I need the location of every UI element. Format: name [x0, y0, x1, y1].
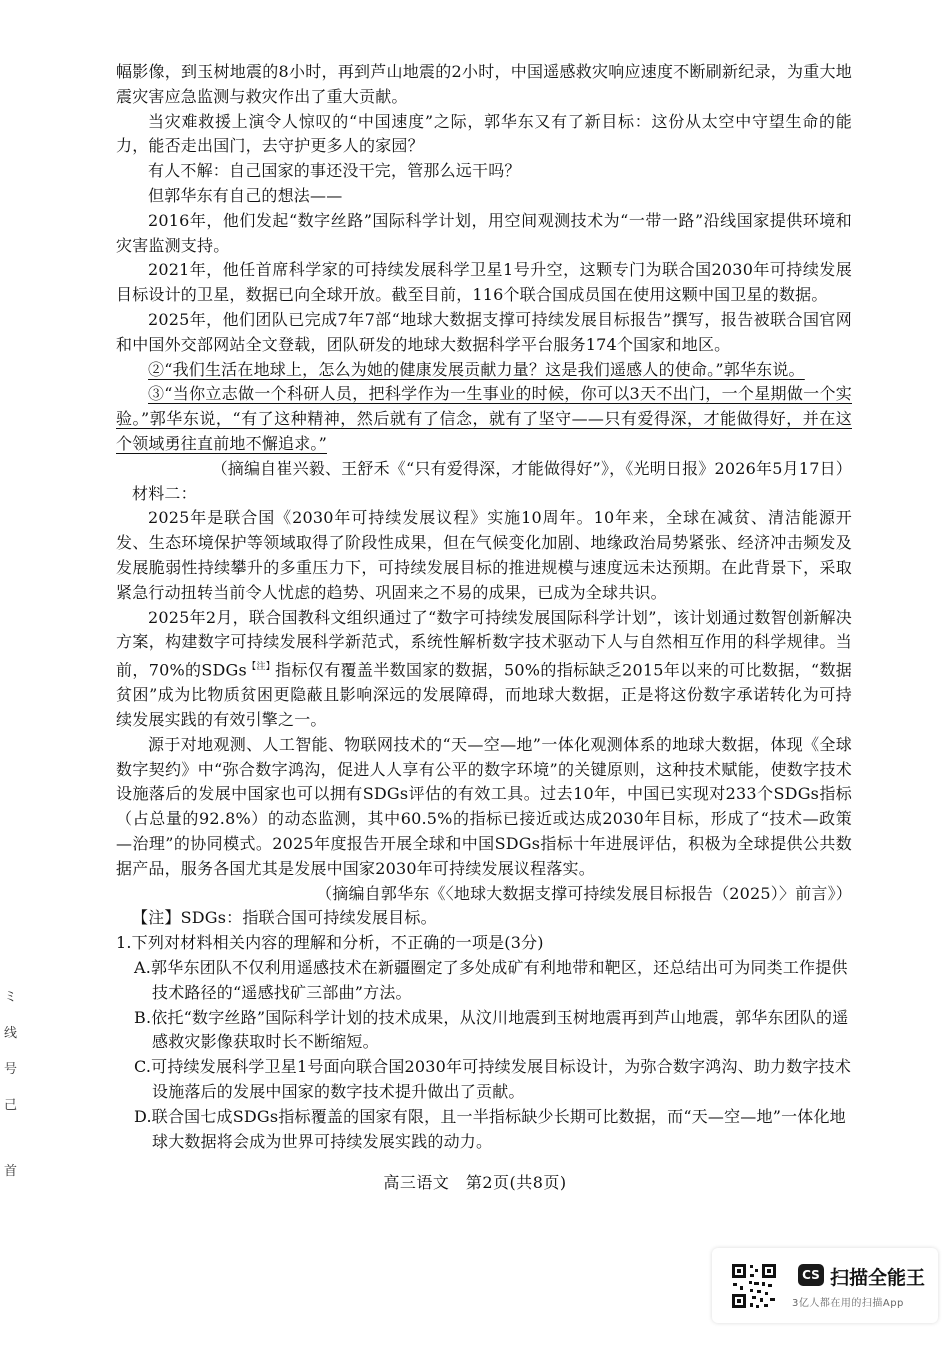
option-d: D.联合国七成SDGs指标覆盖的国家有限，且一半指标缺少长期可比数据，而“天—空—地”一体化地球大数据将会成为世界可持续发展实践的动力。 — [134, 1106, 846, 1151]
paragraph: 源于对地观测、人工智能、物联网技术的“天—空—地”一体化观测体系的地球大数据，体现《全球数字契约》中“弥合数字鸿沟，促进人人享有公平的数字环境”的关键原则，这种技术赋能，使数字技术设施落后的发展中国家也可以拥有SDGs评估的有效工具。过去10年，中国已实现对233个SDGs指标（占总量的92.8%）的动态监测，其中60.5%的指标已接近或达成2030年目标，形成了“技术—政策—治理”的协同模式。2025年度报告开展全球和中国SDGs指标十年进展评估，积极为全球提供公共数据产品，服务各国尤其是发展中国家2030年可持续发展议程落实。 — [116, 734, 852, 878]
scanner-tagline: 3亿人都在用的扫描App — [792, 1298, 904, 1309]
margin-char: 线 — [4, 1026, 18, 1041]
option-b: B.依托“数字丝路”国际科学计划的技术成果，从汶川地震到玉树地震再到芦山地震，郭华东团队的遥感救灾影像获取时长不断缩短。 — [134, 1007, 849, 1052]
option-c: C.可持续发展科学卫星1号面向联合国2030年可持续发展目标设计，为弥合数字鸿沟、助力数字技术设施落后的发展中国家的数字技术提升做出了贡献。 — [134, 1057, 852, 1101]
underlined-quote-3: ③“当你立志做一个科研人员，把科学作为一生事业的时候，你可以3天不出门，一个星期做一个实验。”郭华东说，“有了这种精神，然后就有了信念，就有了坚守——只有爱得深，才能做得好，并在这个领域勇往直前地不懈追求。” — [116, 384, 852, 453]
scanner-watermark — [712, 1248, 938, 1323]
paragraph — [116, 606, 852, 733]
page-footer: 高三语文 第2页(共8页) — [383, 1173, 567, 1192]
qr-code-icon — [730, 1262, 778, 1310]
paragraph: 有人不解：自己国家的事还没干完，管那么远干吗？ — [148, 161, 521, 181]
paragraph: 2016年，他们发起“数字丝路”国际科学计划，用空间观测技术为“一带一路”沿线国家提供环境和灾害监测支持。 — [116, 210, 852, 255]
paragraph: 当灾难救援上演令人惊叹的“中国速度”之际，郭华东又有了新目标：这份从太空中守望生命的能力，能否走出国门，去守护更多人的家园？ — [116, 111, 852, 156]
paragraph: 2021年，他任首席科学家的可持续发展科学卫星1号升空，这颗专门为联合国2030年可持续发展目标设计的卫星，数据已向全球开放。截至目前，116个联合国成员国在使用这颗中国卫星的数据。 — [116, 260, 852, 305]
section-heading-material-2: 材料二： — [132, 483, 197, 503]
paragraph: 但郭华东有自己的想法—— — [148, 185, 343, 205]
paragraph: 幅影像，到玉树地震的8小时，再到芦山地震的2小时，中国遥感救灾响应速度不断刷新纪录，为重大地震灾害应急监测与救灾作出了重大贡献。 — [116, 62, 852, 106]
source-citation-1: （摘编自崔兴毅、王舒禾《“只有爱得深，才能做得好”》，《光明日报》2026年5月17日） — [211, 458, 852, 478]
footnote: 【注】SDGs：指联合国可持续发展目标。 — [132, 908, 437, 928]
paragraph-text: 指标仅有覆盖半数国家的数据，50%的指标缺乏2015年以来的可比数据，“数据贫困”成为比物质贫困更隐蔽且影响深远的发展障碍，而地球大数据，正是将这份数字承诺转化为可持续发展实践的有效引擎之一。 — [116, 660, 852, 730]
question-1: 1.下列对材料相关内容的理解和分析，不正确的一项是(3分) — [116, 933, 544, 953]
binding-margin-marks — [4, 980, 18, 1190]
paragraph: 2025年是联合国《2030年可持续发展议程》实施10周年。10年来，全球在减贫、清洁能源开发、生态环境保护等领域取得了阶段性成果，但在气候变化加剧、地缘政治局势紧张、经济冲击频发及发展脆弱性持续攀升的多重压力下，可持续发展目标的推进规模与速度远未达预期。在此背景下，采取紧急行动扭转当前令人忧虑的趋势、巩固来之不易的成果，已成为全球共识。 — [116, 508, 852, 602]
option-a: A.郭华东团队不仅利用遥感技术在新疆圈定了多处成矿有利地带和靶区，还总结出可为同类工作提供技术路径的“遥感找矿三部曲”方法。 — [134, 958, 848, 1002]
paragraph: 2025年，他们团队已完成7年7部“地球大数据支撑可持续发展目标报告”撰写，报告被联合国官网和中国外交部网站全文登载，团队研发的地球大数据科学平台服务174个国家和地区。 — [116, 309, 852, 354]
margin-char: 号 — [4, 1062, 18, 1077]
underlined-quote-2: ②“我们生活在地球上，怎么为她的健康发展贡献力量？这是我们遥感人的使命。”郭华东说。 — [148, 359, 805, 379]
margin-char: 首 — [4, 1164, 18, 1179]
margin-char: 己 — [4, 1098, 18, 1113]
document-body — [116, 60, 852, 1154]
source-citation-2: （摘编自郭华东《〈地球大数据支撑可持续发展目标报告（2025）〉前言》） — [316, 883, 852, 903]
camscanner-logo: CS — [798, 1264, 824, 1286]
footnote-marker: 【注】 — [246, 662, 276, 673]
margin-char: ミ — [4, 990, 18, 1005]
paragraph-text: 2025年2月，联合国教科文组织通过了“数字可持续发展国际科学计划”，该计划通过数智创新解决方案，构建数字可持续发展科学新范式，系统性解析数字技术驱动下人与自然相互作用的科学规律。当前，70%的SDGs — [116, 607, 852, 680]
scanner-brand-name: 扫描全能王 — [830, 1267, 926, 1289]
